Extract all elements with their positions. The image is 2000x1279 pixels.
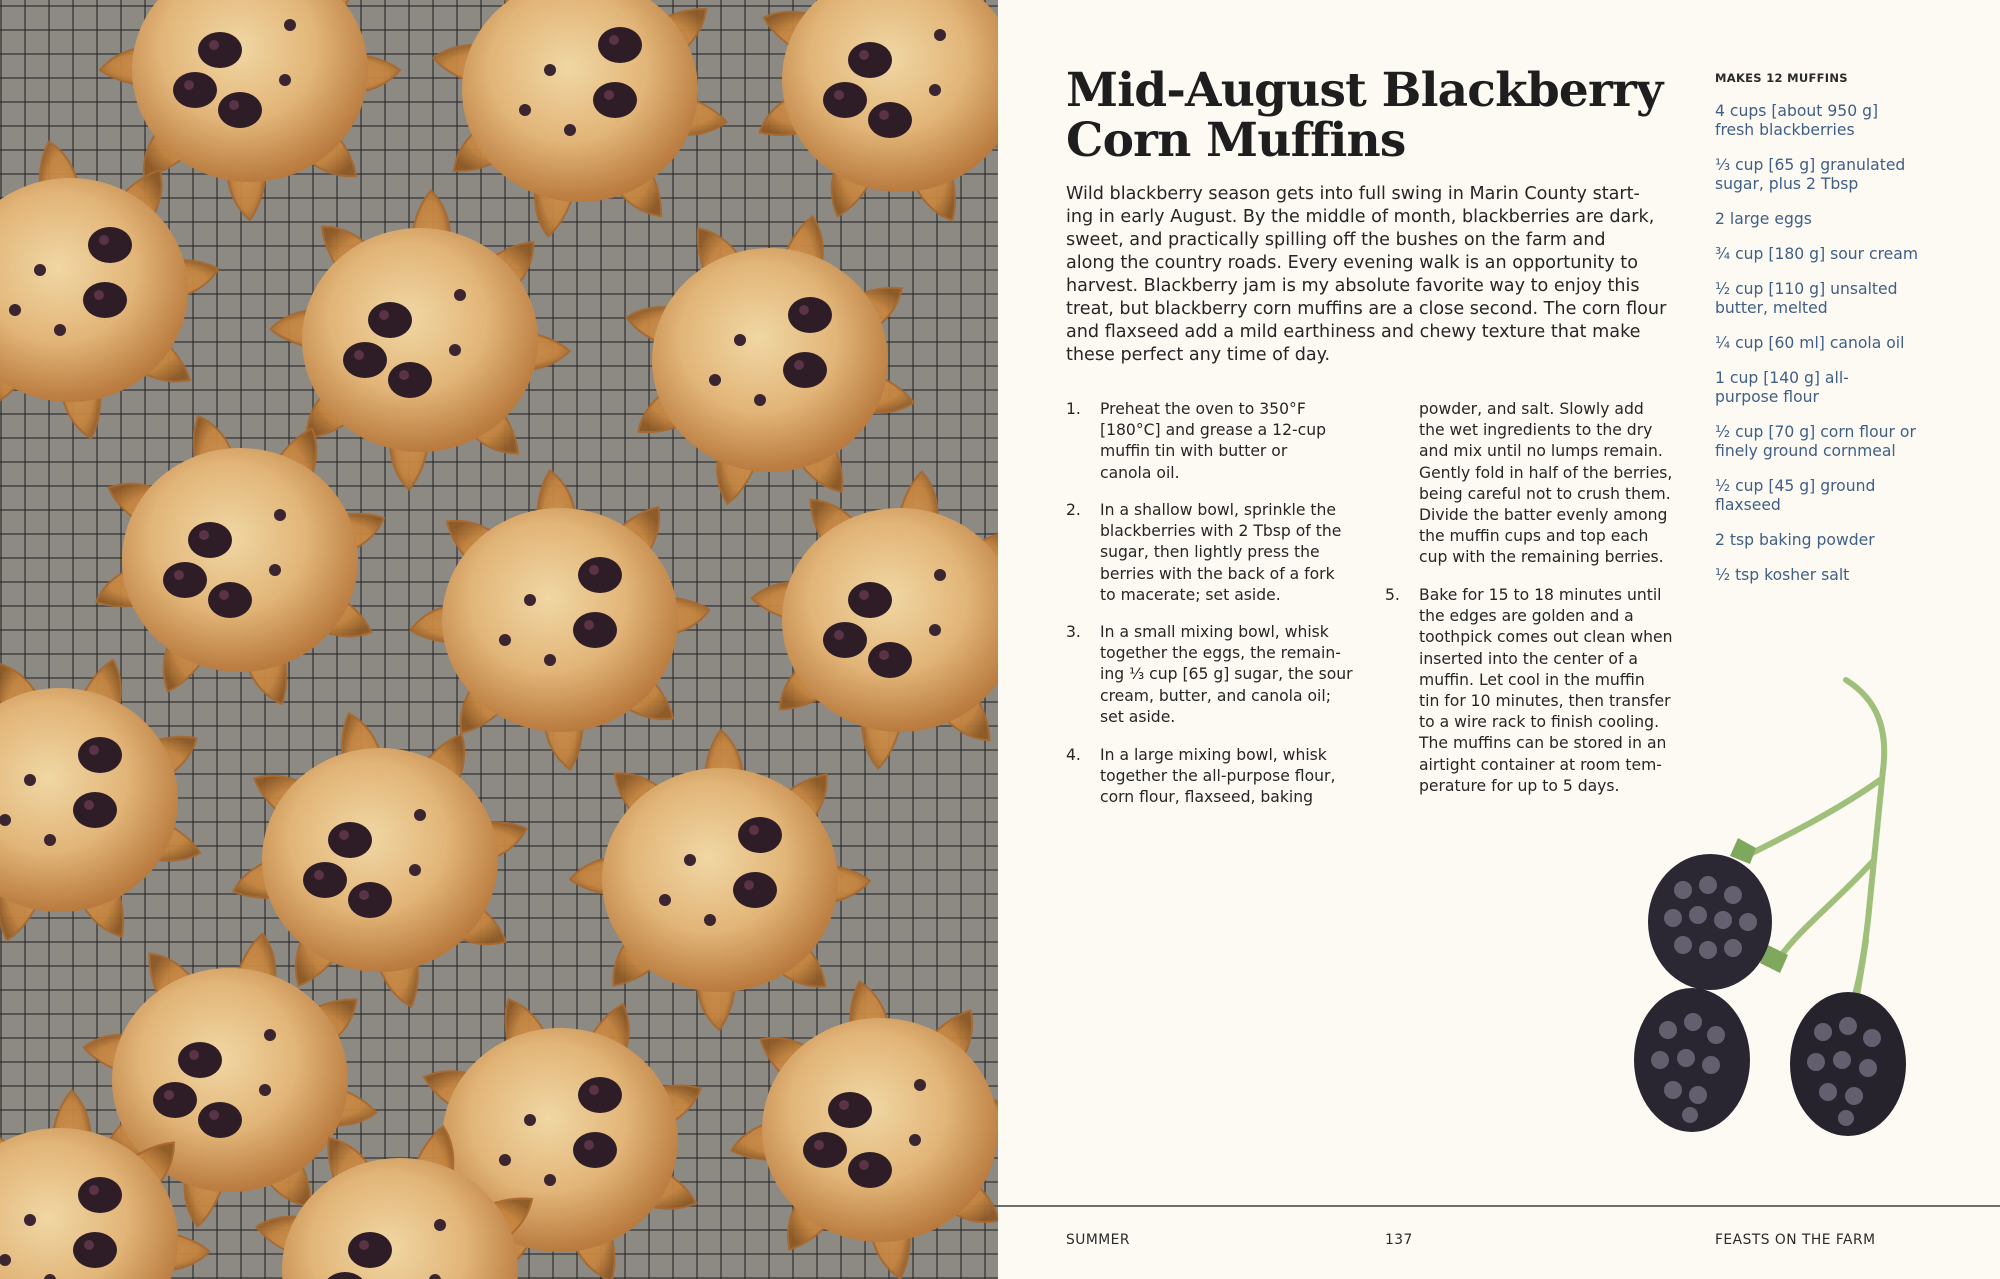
ingredient-line: butter, melted xyxy=(1715,298,1828,317)
step-line: the muffin cups and top each xyxy=(1419,527,1649,546)
intro-line: and flaxseed add a mild earthiness and chewy texture that make xyxy=(1066,322,1641,342)
step-line: the wet ingredients to the dry xyxy=(1419,421,1653,440)
step-line: and mix until no lumps remain. xyxy=(1419,442,1663,461)
step-line: In a large mixing bowl, whisk xyxy=(1100,746,1327,764)
intro-line: treat, but blackberry corn muffins are a close second. The corn flour xyxy=(1066,299,1667,319)
intro-line: along the country roads. Every evening walk is an opportunity to xyxy=(1066,253,1638,273)
step-line: together the eggs, the remain- xyxy=(1100,644,1341,663)
ingredient-line: ½ cup [70 g] corn flour or xyxy=(1715,423,1916,441)
step-line: [180°C] and grease a 12-cup xyxy=(1100,421,1326,440)
ingredient-item xyxy=(1715,210,1812,229)
muffin xyxy=(0,142,218,439)
step-line: In a small mixing bowl, whisk xyxy=(1100,623,1329,641)
intro-line: Wild blackberry season gets into full swing in Marin County start- xyxy=(1066,184,1640,204)
ingredient-line: ¼ cup [60 ml] canola oil xyxy=(1715,334,1905,352)
ingredient-line: sugar, plus 2 Tbsp xyxy=(1715,174,1859,193)
muffin-illustration xyxy=(0,0,998,1279)
ingredient-item xyxy=(1715,566,1849,585)
step-line: Divide the batter evenly among xyxy=(1419,506,1668,525)
ingredient-line: ½ cup [110 g] unsalted xyxy=(1715,280,1898,298)
step-line: muffin. Let cool in the muffin xyxy=(1419,670,1645,689)
step-number: 2. xyxy=(1066,501,1081,519)
step-line: toothpick comes out clean when xyxy=(1419,628,1673,647)
method-steps-column-1 xyxy=(1066,399,1366,819)
ingredient-item xyxy=(1715,423,1916,460)
footer-section: SUMMER xyxy=(1066,1232,1130,1248)
ingredient-line: 4 cups [about 950 g] xyxy=(1715,102,1879,120)
step-line: powder, and salt. Slowly add xyxy=(1419,400,1644,418)
ingredient-line: finely ground cornmeal xyxy=(1715,441,1896,460)
step-number: 4. xyxy=(1066,746,1081,764)
step-line: inserted into the center of a xyxy=(1419,649,1638,668)
step-line: ing ⅓ cup [65 g] sugar, the sour xyxy=(1100,665,1353,684)
step-text xyxy=(1100,622,1353,728)
ingredient-line: 2 tsp baking powder xyxy=(1715,531,1875,549)
muffin xyxy=(626,216,914,504)
step-text xyxy=(1419,399,1672,569)
step-line: perature for up to 5 days. xyxy=(1419,776,1620,795)
step-line: cup with the remaining berries. xyxy=(1419,548,1664,567)
muffin xyxy=(759,0,998,221)
muffin xyxy=(752,472,998,769)
step-line: being careful not to crush them. xyxy=(1419,484,1671,503)
step-line: tin for 10 minutes, then transfer xyxy=(1419,692,1671,711)
step-line: to a wire rack to finish cooling. xyxy=(1419,713,1660,732)
muffin xyxy=(410,470,709,769)
muffin-photo xyxy=(0,0,998,1279)
step-line: In a shallow bowl, sprinkle the xyxy=(1100,501,1337,519)
step-text xyxy=(1100,500,1341,606)
step-line: Bake for 15 to 18 minutes until xyxy=(1419,586,1662,604)
ingredient-line: flaxseed xyxy=(1715,495,1781,514)
muffin xyxy=(731,981,998,1278)
step-line: airtight container at room tem- xyxy=(1419,755,1662,774)
recipe-page xyxy=(998,0,2000,1279)
muffin xyxy=(233,713,526,1006)
ingredient-line: purpose flour xyxy=(1715,387,1819,406)
step-line: canola oil. xyxy=(1100,463,1180,482)
title-line: Mid-August Blackberry xyxy=(1066,63,1663,118)
step-line: sugar, then lightly press the xyxy=(1100,543,1320,562)
ingredient-line: 1 cup [140 g] all- xyxy=(1715,369,1849,387)
ingredient-line: ⅓ cup [65 g] granulated xyxy=(1715,156,1906,174)
step-line: to macerate; set aside. xyxy=(1100,585,1281,604)
step-line: Gently fold in half of the berries, xyxy=(1419,463,1673,482)
step-line: berries with the back of a fork xyxy=(1100,564,1335,583)
ingredient-item xyxy=(1715,477,1875,514)
step-number: 3. xyxy=(1066,623,1081,641)
ingredient-line: ½ tsp kosher salt xyxy=(1715,566,1850,584)
footer-rule xyxy=(998,1205,2000,1207)
ingredient-item xyxy=(1715,245,1918,264)
ingredient-line: ¾ cup [180 g] sour cream xyxy=(1715,245,1919,263)
step-line: The muffins can be stored in an xyxy=(1419,734,1667,753)
intro-line: sweet, and practically spilling off the bushes on the farm and xyxy=(1066,230,1606,250)
step-line: corn flour, flaxseed, baking xyxy=(1100,788,1313,807)
step-text xyxy=(1100,745,1335,809)
muffin xyxy=(433,0,726,237)
step-text xyxy=(1100,399,1326,484)
ingredient-line: 2 large eggs xyxy=(1715,210,1812,228)
ingredient-item xyxy=(1715,369,1849,406)
step-line: muffin tin with butter or xyxy=(1100,442,1288,461)
intro-line: ing in early August. By the middle of month, blackberries are dark, xyxy=(1066,207,1655,227)
step-number: 5. xyxy=(1385,586,1400,604)
ingredient-item xyxy=(1715,334,1904,353)
ingredient-line: fresh blackberries xyxy=(1715,120,1855,139)
yield-label: MAKES 12 MUFFINS xyxy=(1715,71,1848,85)
intro-line: harvest. Blackberry jam is my absolute favorite way to enjoy this xyxy=(1066,276,1640,296)
step-number: 1. xyxy=(1066,400,1081,418)
step-line: Preheat the oven to 350°F xyxy=(1100,400,1306,418)
muffin xyxy=(96,416,384,704)
step-line: cream, butter, and canola oil; xyxy=(1100,686,1331,705)
step-line: the edges are golden and a xyxy=(1419,607,1634,626)
muffin xyxy=(0,660,200,941)
blackberry-illustration xyxy=(1598,660,1938,1160)
ingredient-item xyxy=(1715,280,1898,317)
intro-line: these perfect any time of day. xyxy=(1066,345,1331,365)
page-number: 137 xyxy=(1385,1232,1413,1248)
ingredient-item xyxy=(1715,102,1878,139)
recipe-title xyxy=(1066,63,1663,168)
ingredient-item xyxy=(1715,531,1875,550)
muffin xyxy=(570,730,870,1030)
step-line: set aside. xyxy=(1100,707,1176,726)
ingredient-line: ½ cup [45 g] ground xyxy=(1715,477,1876,495)
step-line: together the all-purpose flour, xyxy=(1100,767,1336,786)
ingredient-item xyxy=(1715,156,1905,193)
step-line: blackberries with 2 Tbsp of the xyxy=(1100,522,1342,541)
recipe-intro xyxy=(1066,183,1676,367)
footer-book-title: FEASTS ON THE FARM xyxy=(1715,1232,1876,1248)
title-line: Corn Muffins xyxy=(1066,113,1406,168)
